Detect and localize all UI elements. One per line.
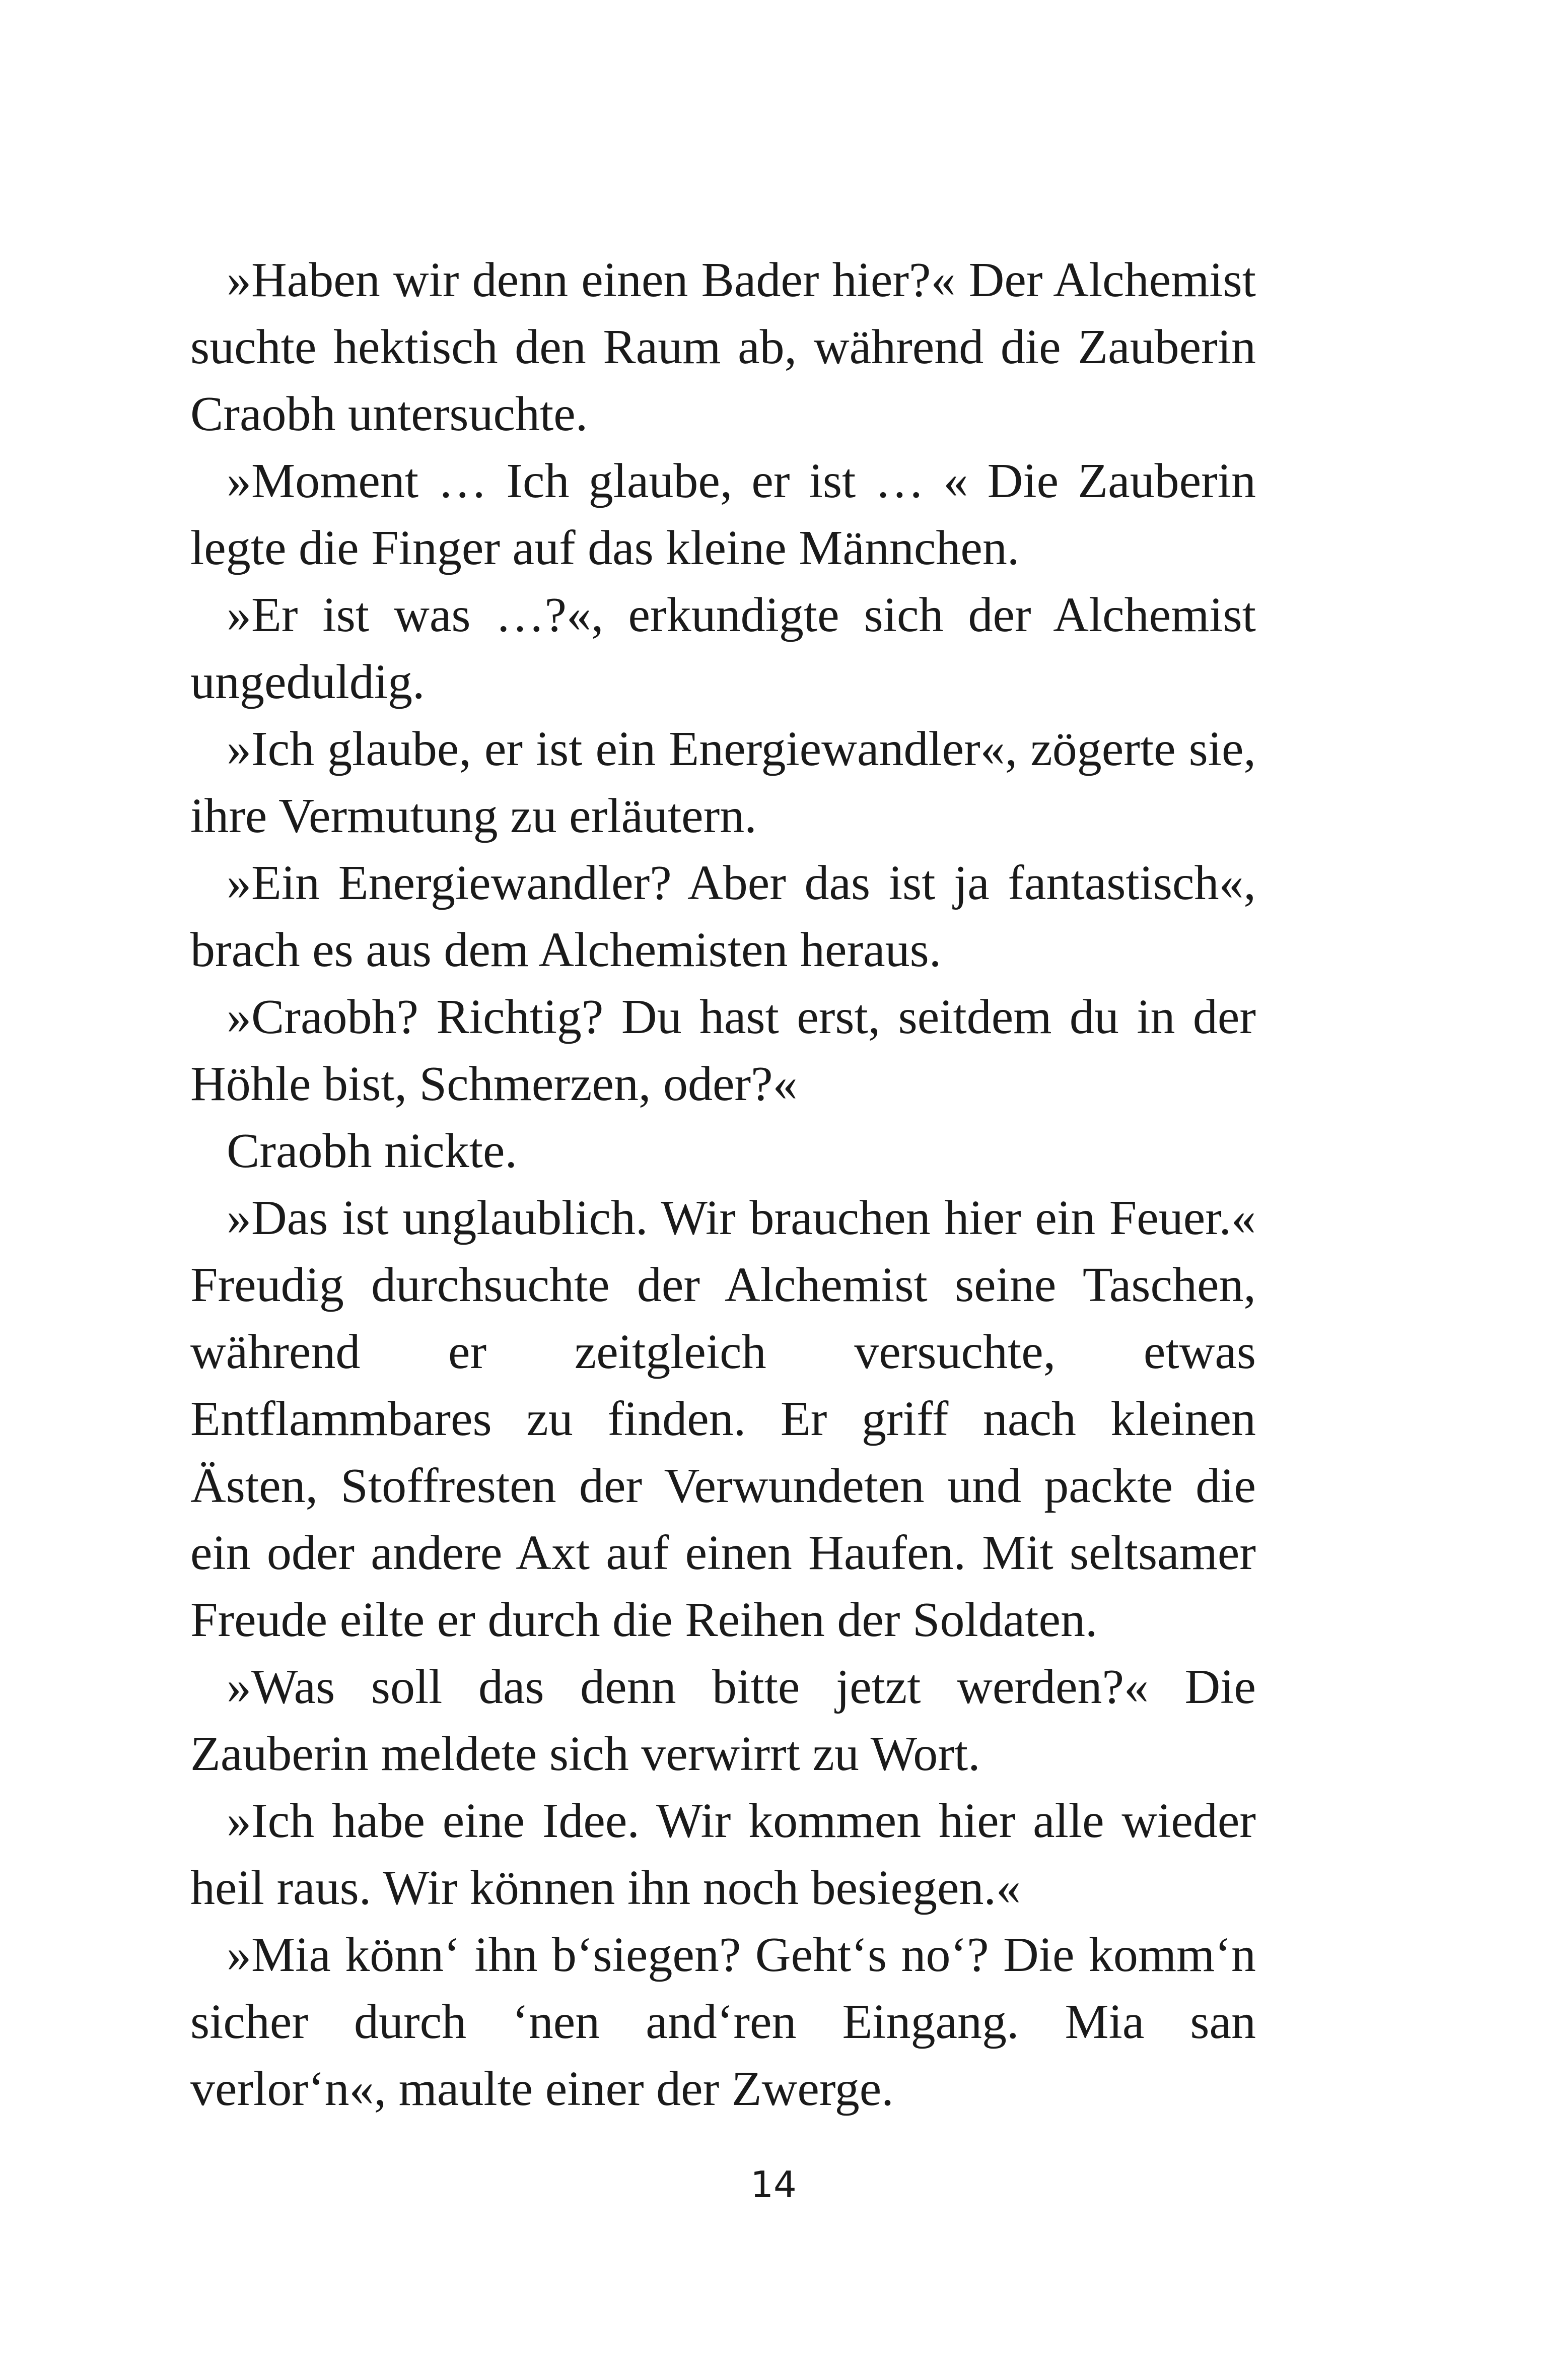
paragraph: »Ich habe eine Idee. Wir kommen hier alle wieder heil raus. Wir können ihn noch besiegen.« xyxy=(190,1794,1256,1915)
paragraph: »Craobh? Richtig? Du hast erst, seitdem du in der Höhle bist, Schmerzen, oder?« xyxy=(190,990,1256,1111)
paragraph: »Ein Energiewandler? Aber das ist ja fantastisch«, brach es aus dem Alchemisten heraus. xyxy=(190,856,1256,977)
paragraph: »Was soll das denn bitte jetzt werden?« Die Zauberin meldete sich verwirrt zu Wort. xyxy=(190,1660,1256,1781)
paragraph: »Moment … Ich glaube, er ist … « Die Zauberin legte die Finger auf das kleine Männchen. xyxy=(190,454,1256,575)
paragraph: »Das ist unglaublich. Wir brauchen hier ein Feuer.« Freudig durchsuchte der Alchemist seine Taschen, während er zeitgleich versuchte, etwas Entflammbares zu finden. Er griff nach kleinen Ästen, Stoffresten der Verwundeten und packte die ein oder andere Axt auf einen Haufen. Mit seltsamer Freude eilte er durch die Reihen der Soldaten. xyxy=(190,1191,1256,1647)
paragraph: »Ich glaube, er ist ein Energiewandler«, zögerte sie, ihre Vermutung zu erläutern. xyxy=(190,722,1256,843)
paragraph: »Mia könn‘ ihn b‘siegen? Geht‘s no‘? Die komm‘n sicher durch ‘nen and‘ren Eingang. Mia san verlor‘n«, maulte einer der Zwerge. xyxy=(190,1928,1256,2116)
body-text xyxy=(190,247,1256,2123)
page-number: 14 xyxy=(750,2163,797,2206)
paragraph: »Er ist was …?«, erkundigte sich der Alchemist ungeduldig. xyxy=(190,588,1256,709)
paragraph: »Haben wir denn einen Bader hier?« Der Alchemist suchte hektisch den Raum ab, während die Zauberin Craobh untersuchte. xyxy=(190,253,1256,441)
paragraph: Craobh nickte. xyxy=(227,1124,517,1178)
